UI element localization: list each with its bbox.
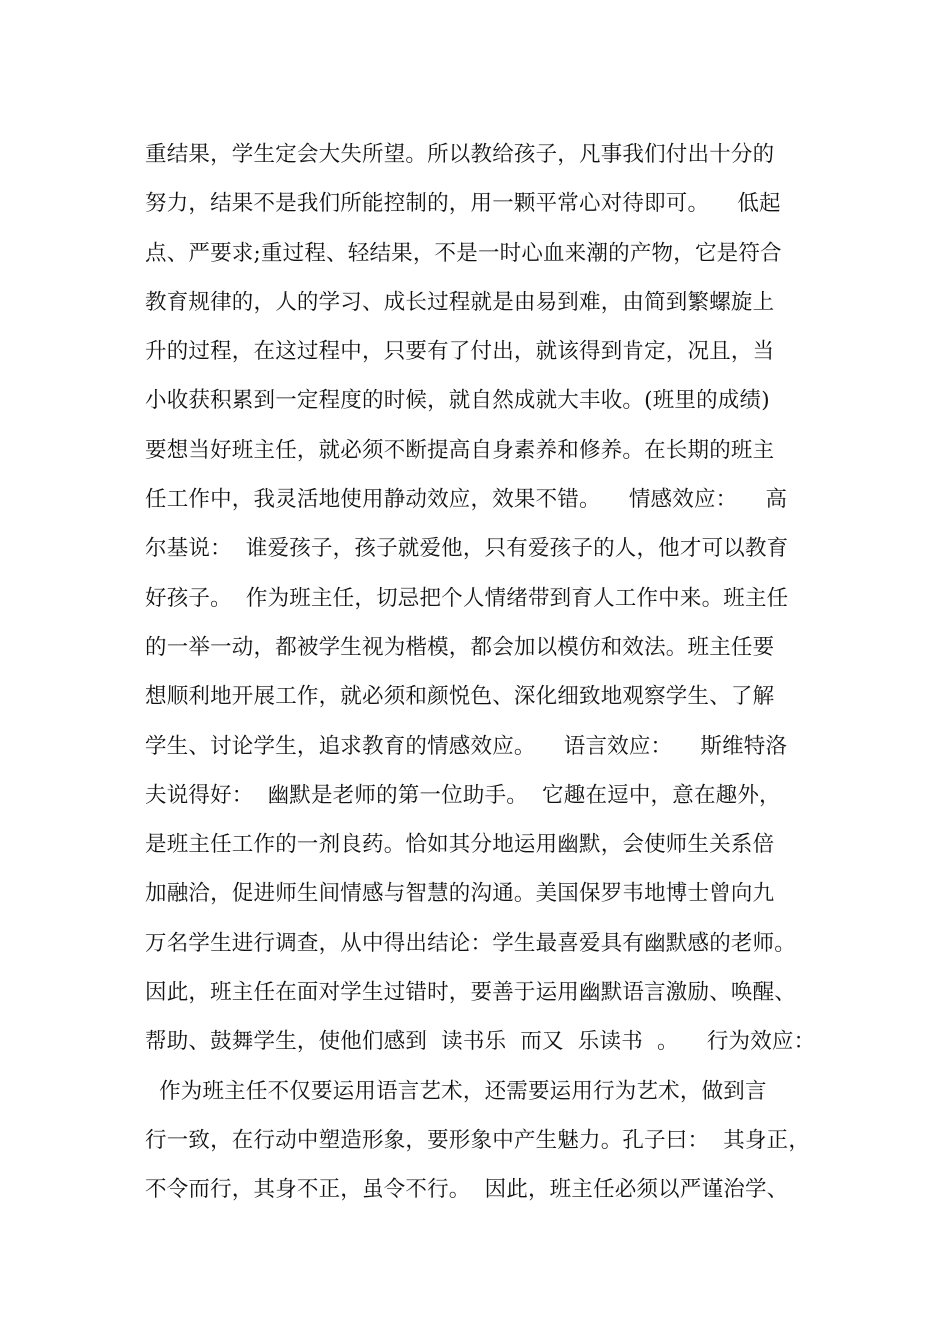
text-line: 好孩子。 作为班主任，切忌把个人情绪带到育人工作中来。班主任 <box>145 585 789 611</box>
text-line: 因此，班主任在面对学生过错时，要善于运用幽默语言激励、唤醒、 <box>145 980 797 1006</box>
text-line: 加融洽，促进师生间情感与智慧的沟通。美国保罗韦地博士曾向九 <box>145 881 775 907</box>
text-line: 尔基说： 谁爱孩子，孩子就爱他，只有爱孩子的人，他才可以教育 <box>145 536 789 562</box>
text-line: 小收获积累到一定程度的时候，就自然成就大丰收。(班里的成绩) <box>145 388 770 414</box>
text-line: 作为班主任不仅要运用语言艺术，还需要运用行为艺术，做到言 <box>145 1078 767 1104</box>
text-line: 行一致，在行动中塑造形象，要形象中产生魅力。孔子曰： 其身正， <box>145 1127 811 1153</box>
text-line: 帮助、鼓舞学生，使他们感到 读书乐 而又 乐读书 。 行为效应： <box>145 1029 816 1055</box>
text-line: 是班主任工作的一剂良药。恰如其分地运用幽默，会使师生关系倍 <box>145 832 775 858</box>
text-line: 夫说得好： 幽默是老师的第一位助手。 它趣在逗中，意在趣外， <box>145 782 781 808</box>
text-line: 要想当好班主任，就必须不断提高自身素养和修养。在长期的班主 <box>145 437 775 463</box>
text-line: 学生、讨论学生，追求教育的情感效应。 语言效应： 斯维特洛 <box>145 733 788 759</box>
text-line: 任工作中，我灵活地使用静动效应，效果不错。 情感效应： 高 <box>145 487 788 513</box>
text-line: 的一举一动，都被学生视为楷模，都会加以模仿和效法。班主任要 <box>145 634 775 660</box>
text-line: 点、严要求;重过程、轻结果，不是一时心血来潮的产物，它是符合 <box>145 240 782 266</box>
text-line: 升的过程，在这过程中，只要有了付出，就该得到肯定，况且，当 <box>145 339 775 365</box>
text-line: 万名学生进行调查，从中得出结论：学生最喜爱具有幽默感的老师。 <box>145 930 797 956</box>
body-text <box>145 130 835 1215</box>
text-line: 教育规律的，人的学习、成长过程就是由易到难，由简到繁螺旋上 <box>145 289 775 315</box>
text-line: 想顺利地开展工作，就必须和颜悦色、深化细致地观察学生、了解 <box>145 684 775 710</box>
text-line: 不令而行，其身不正，虽令不行。 因此，班主任必须以严谨治学、 <box>145 1177 789 1203</box>
text-line: 努力，结果不是我们所能控制的，用一颗平常心对待即可。 低起 <box>145 191 781 217</box>
text-line: 重结果，学生定会大失所望。所以教给孩子，凡事我们付出十分的 <box>145 142 775 167</box>
